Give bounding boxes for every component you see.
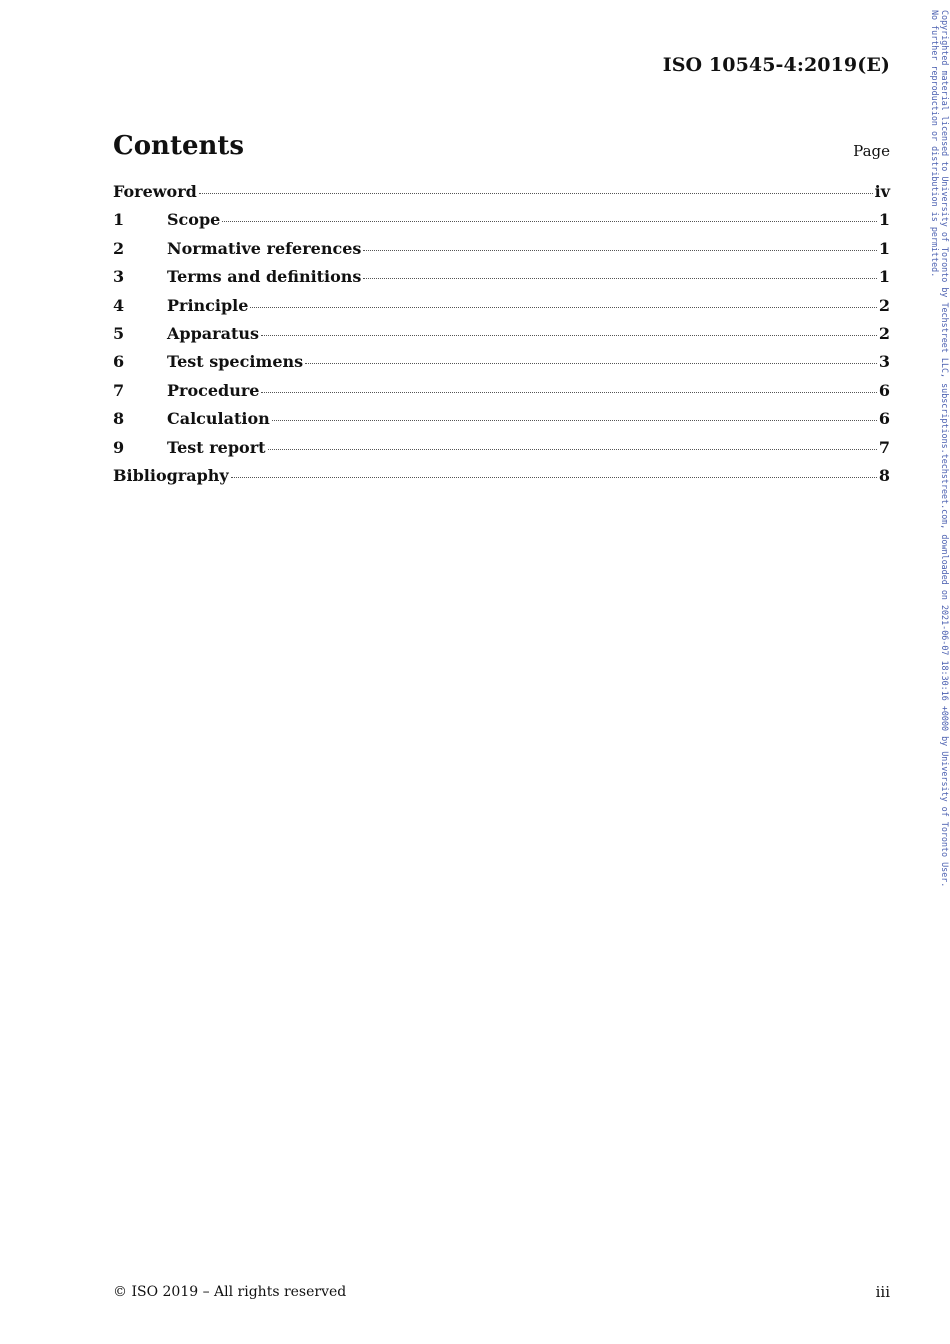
table-of-contents	[113, 182, 890, 494]
toc-entry-title: Bibliography	[113, 465, 229, 485]
toc-entry-number: 4	[113, 295, 125, 315]
toc-entry-number: 8	[113, 409, 125, 429]
toc-entry-bibliography[interactable]	[113, 466, 890, 494]
toc-entry-title: Scope	[167, 210, 221, 230]
page-column-label: Page	[853, 142, 890, 160]
dot-leader	[250, 307, 876, 308]
toc-entry-page: 7	[878, 437, 890, 457]
toc-entry-number: 1	[113, 210, 125, 230]
toc-entry-page: 1	[878, 267, 890, 287]
toc-entry-page: 6	[878, 380, 890, 400]
dot-leader	[231, 477, 877, 478]
toc-entry-foreword[interactable]	[113, 182, 890, 210]
toc-entry-number: 2	[113, 238, 125, 258]
toc-entry-number: 9	[113, 437, 125, 457]
side-notice-line-1: Copyrighted material licensed to University of Toronto by Techstreet LLC, subscriptions.techstreet.com, downloaded on 2021-06-07 18:30:16 +0000 by University of Toronto User.	[940, 10, 950, 888]
toc-entry-number: 6	[113, 352, 125, 372]
dot-leader	[222, 221, 877, 222]
dot-leader	[363, 278, 876, 279]
toc-entry-title: Calculation	[167, 409, 270, 429]
dot-leader	[305, 363, 877, 364]
toc-entry-title: Normative references	[167, 238, 362, 258]
toc-entry-page: 1	[878, 238, 890, 258]
dot-leader	[261, 335, 877, 336]
toc-entry-normative-references[interactable]	[113, 239, 890, 267]
toc-entry-page: 3	[878, 352, 890, 372]
toc-entry-apparatus[interactable]	[113, 324, 890, 352]
contents-heading: Contents	[113, 131, 245, 161]
toc-entry-title: Terms and definitions	[167, 267, 362, 287]
toc-entry-principle[interactable]	[113, 296, 890, 324]
toc-entry-title: Procedure	[167, 380, 260, 400]
toc-entry-title: Principle	[167, 295, 249, 315]
footer-page-number: iii	[875, 1283, 890, 1301]
dot-leader	[261, 392, 876, 393]
toc-entry-procedure[interactable]	[113, 381, 890, 409]
toc-entry-calculation[interactable]	[113, 409, 890, 437]
toc-entry-title: Test specimens	[167, 352, 304, 372]
toc-entry-page: 6	[878, 409, 890, 429]
toc-entry-test-report[interactable]	[113, 438, 890, 466]
dot-leader	[272, 420, 877, 421]
side-notice-line-2: No further reproduction or distribution is permitted.	[930, 10, 940, 278]
toc-entry-page: 2	[878, 295, 890, 315]
toc-entry-title: Test report	[167, 437, 266, 457]
dot-leader	[199, 193, 873, 194]
toc-entry-page: iv	[874, 182, 890, 201]
toc-entry-terms-and-definitions[interactable]	[113, 267, 890, 295]
toc-entry-page: 2	[878, 323, 890, 343]
dot-leader	[268, 449, 877, 450]
document-id-header: ISO 10545-4:2019(E)	[662, 54, 890, 76]
toc-entry-number: 7	[113, 380, 125, 400]
toc-entry-number: 5	[113, 323, 125, 343]
dot-leader	[363, 250, 876, 251]
toc-entry-test-specimens[interactable]	[113, 352, 890, 380]
toc-entry-title: Foreword	[113, 182, 197, 201]
footer-copyright: © ISO 2019 – All rights reserved	[113, 1284, 347, 1300]
copyright-side-notice	[920, 10, 950, 888]
toc-entry-title: Apparatus	[167, 323, 259, 343]
toc-entry-scope[interactable]	[113, 210, 890, 238]
toc-entry-page: 1	[878, 210, 890, 230]
toc-entry-number: 3	[113, 267, 125, 287]
toc-entry-page: 8	[878, 465, 890, 485]
